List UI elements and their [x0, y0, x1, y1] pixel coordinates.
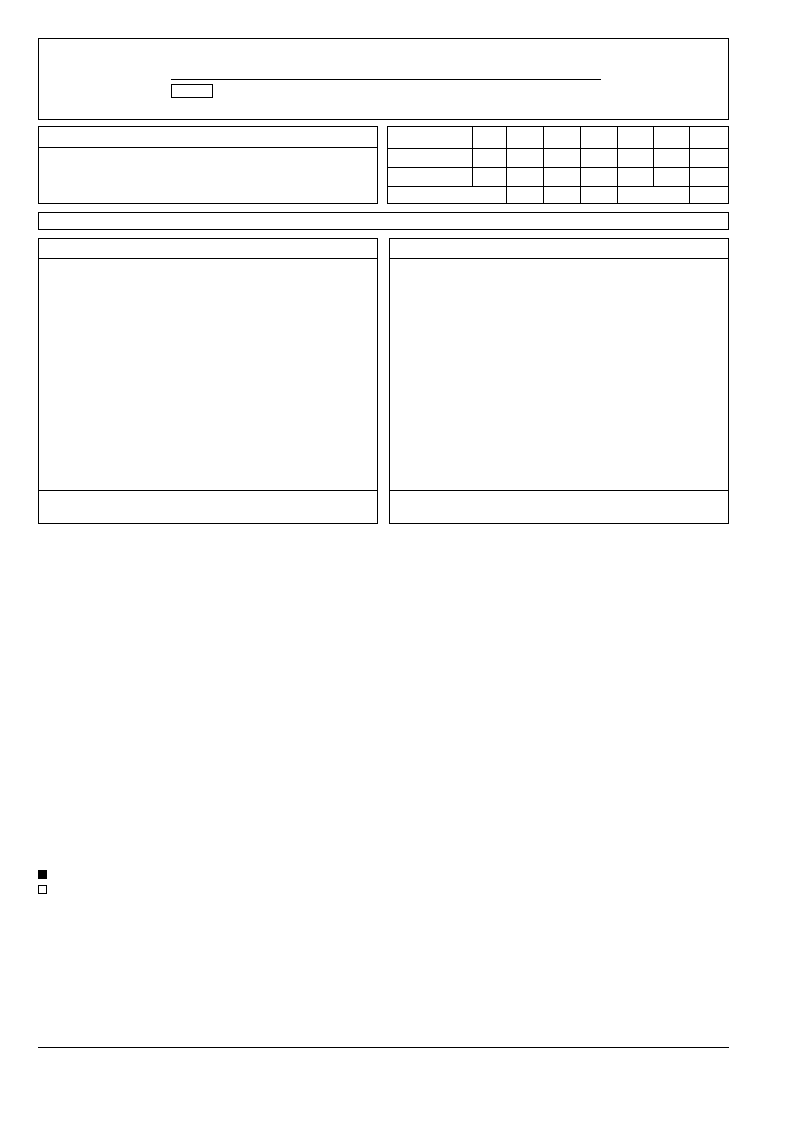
match-info-box [38, 126, 378, 204]
set-duration-5 [653, 186, 689, 203]
report-code [171, 84, 213, 98]
referees-box [38, 212, 729, 230]
score-header-1 [506, 127, 543, 148]
score-header-4 [617, 127, 653, 148]
team-home-coach-rule [39, 490, 377, 491]
team-away-box [389, 238, 729, 524]
score-team-away [388, 167, 472, 186]
score-set3 [580, 148, 617, 167]
score-header-total [689, 127, 728, 148]
set-duration-2 [543, 186, 580, 203]
score-set4 [617, 167, 653, 186]
set-duration-4 [617, 186, 653, 203]
team-home-roster [39, 258, 377, 498]
score-set3 [580, 167, 617, 186]
score-set5 [653, 167, 689, 186]
team-home-box [38, 238, 378, 524]
header-box [38, 38, 729, 120]
score-team-home [388, 148, 472, 167]
score-total [689, 167, 728, 186]
score-header-3 [580, 127, 617, 148]
score-set4 [617, 148, 653, 167]
legend [38, 868, 729, 904]
score-sets [472, 148, 506, 167]
score-set2 [543, 148, 580, 167]
score-box [387, 126, 729, 204]
footer-rule [38, 1047, 729, 1048]
score-header-5 [653, 127, 689, 148]
team-away-roster [390, 258, 728, 498]
team-away-coach-rule [390, 490, 728, 491]
empty-square-icon [38, 885, 47, 894]
score-header-2 [543, 127, 580, 148]
match-info-rule [39, 147, 377, 148]
set-duration-1 [506, 186, 543, 203]
score-set2 [543, 167, 580, 186]
set-duration-label [388, 186, 506, 203]
set-duration-total [689, 186, 728, 203]
header-rule [171, 79, 601, 80]
score-set1 [506, 167, 543, 186]
score-set5 [653, 148, 689, 167]
set-duration-3 [580, 186, 617, 203]
score-sets [472, 167, 506, 186]
score-set1 [506, 148, 543, 167]
score-total [689, 148, 728, 167]
score-header-sets [472, 127, 506, 148]
filled-square-icon [38, 870, 47, 879]
score-table [388, 127, 728, 203]
score-header-teams [388, 127, 472, 148]
